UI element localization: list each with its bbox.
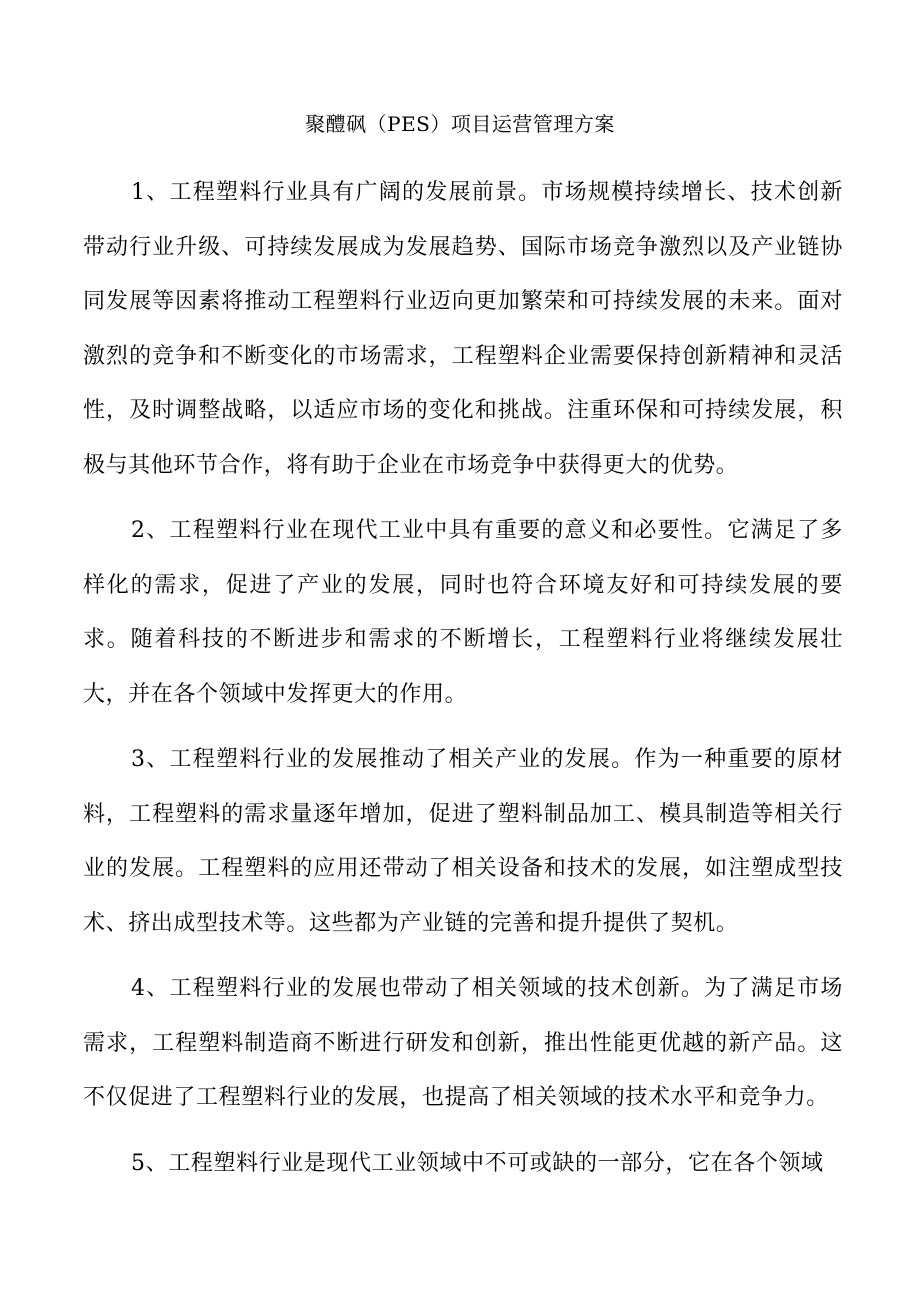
paragraph-4: 4、工程塑料行业的发展也带动了相关领域的技术创新。为了满足市场需求，工程塑料制造商不断进行研发和创新，推出性能更优越的新产品。这不仅促进了工程塑料行业的发展，也提高了相关领域的技术水平和竞争力。: [83, 976, 843, 1110]
paragraph-5: 5、工程塑料行业是现代工业领域中不可或缺的一部分，它在各个领域: [131, 1150, 824, 1176]
paragraph-1: 1、工程塑料行业具有广阔的发展前景。市场规模持续增长、技术创新带动行业升级、可持续发展成为发展趋势、国际市场竞争激烈以及产业链协同发展等因素将推动工程塑料行业迈向更加繁荣和可持续发展的未来。面对激烈的竞争和不断变化的市场需求，工程塑料企业需要保持创新精神和灵活性，及时调整战略，以适应市场的变化和挑战。注重环保和可持续发展，积极与其他环节合作，将有助于企业在市场竞争中获得更大的优势。: [83, 180, 843, 478]
document-body: [83, 166, 843, 1202]
document-title: 聚醴砜（PES）项目运营管理方案: [305, 112, 615, 136]
paragraph-3: 3、工程塑料行业的发展推动了相关产业的发展。作为一种重要的原材料，工程塑料的需求量逐年增加，促进了塑料制品加工、模具制造等相关行业的发展。工程塑料的应用还带动了相关设备和技术的发展，如注塑成型技术、挤出成型技术等。这些都为产业链的完善和提升提供了契机。: [83, 747, 843, 936]
paragraph-2: 2、工程塑料行业在现代工业中具有重要的意义和必要性。它满足了多样化的需求，促进了产业的发展，同时也符合环境友好和可持续发展的要求。随着科技的不断进步和需求的不断增长，工程塑料行业将继续发展壮大，并在各个领域中发挥更大的作用。: [83, 518, 843, 707]
